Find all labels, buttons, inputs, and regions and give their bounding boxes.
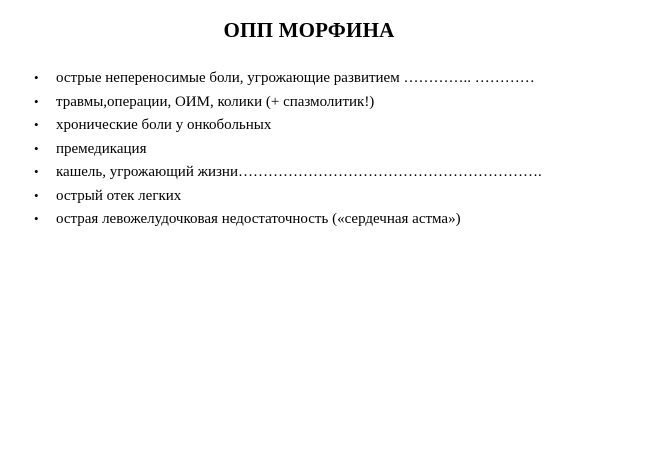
bullet-icon: • <box>34 211 39 226</box>
bullet-list <box>34 70 634 235</box>
bullet-icon: • <box>34 164 39 179</box>
bullet-text: острые непереносимые боли, угрожающие развитием ………….. ………… <box>56 70 535 86</box>
bullet-text: хронические боли у онкобольных <box>56 117 272 133</box>
bullet-text: кашель, угрожающий жизни……………………………………………………. <box>56 164 542 180</box>
list-item <box>34 141 634 165</box>
bullet-icon: • <box>34 117 39 132</box>
bullet-icon: • <box>34 187 39 203</box>
bullet-icon: • <box>34 140 39 156</box>
list-item <box>34 70 634 94</box>
slide-title: ОПП МОРФИНА <box>223 18 395 42</box>
list-item <box>34 164 634 188</box>
bullet-icon: • <box>34 93 39 109</box>
bullet-text: острая левожелудочковая недостаточность («сердечная астма») <box>56 211 461 227</box>
bullet-text: острый отек легких <box>56 187 182 204</box>
list-item <box>34 188 634 212</box>
list-item <box>34 117 634 141</box>
list-item <box>34 94 634 118</box>
bullet-icon: • <box>34 70 39 85</box>
list-item <box>34 211 634 235</box>
bullet-text: премедикация <box>56 140 147 157</box>
bullet-text: травмы,операции, ОИМ, колики (+ спазмолитик!) <box>56 93 375 110</box>
